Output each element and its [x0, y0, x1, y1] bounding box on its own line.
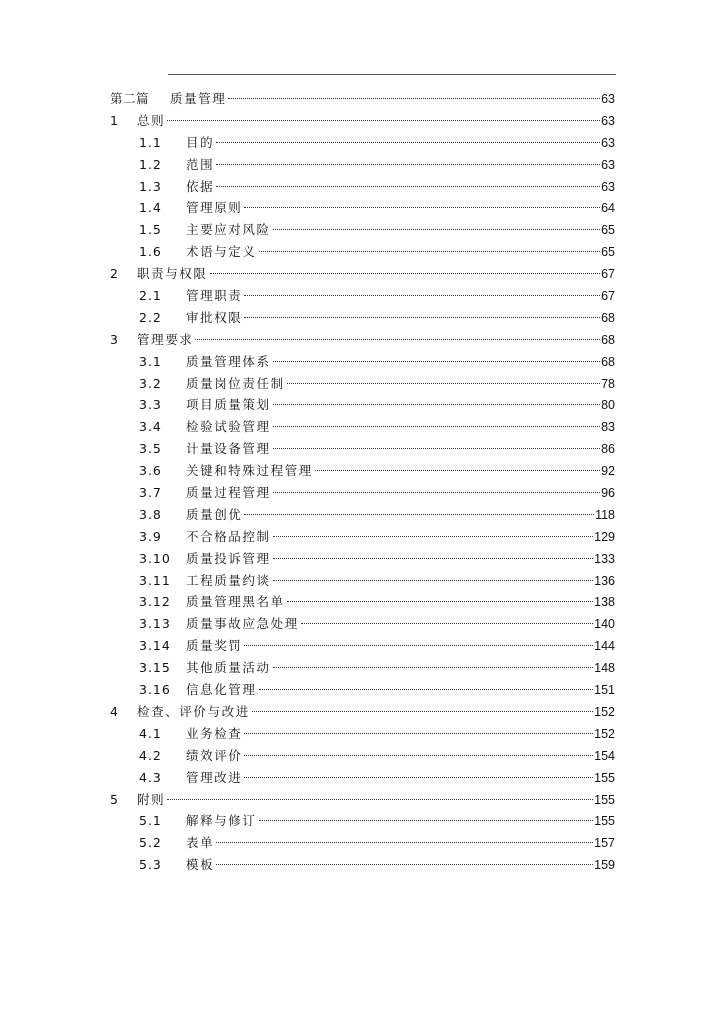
dot-leader [273, 426, 600, 427]
toc-entry-page-number: 155 [594, 770, 615, 785]
toc-entry-number: 5.1 [139, 813, 162, 829]
toc-entry-page-number: 63 [601, 92, 615, 106]
toc-entry-number: 4.2 [139, 747, 162, 763]
dot-leader [216, 864, 593, 865]
toc-entry-title: 质量管理 [170, 91, 227, 106]
toc-entry-title: 工程质量约谈 [186, 572, 271, 588]
toc-entry-number: 1.3 [139, 178, 162, 194]
dot-leader [273, 229, 600, 230]
header-rule [168, 74, 616, 75]
toc-entry-number: 1.5 [139, 222, 162, 238]
dot-leader [273, 448, 600, 449]
toc-entry-title: 总则 [137, 112, 166, 128]
toc-entry-number: 4.3 [139, 769, 162, 785]
toc-entry-number: 4 [110, 703, 119, 719]
dot-leader [273, 536, 594, 537]
dot-leader [259, 689, 594, 690]
toc-entry[interactable] [110, 219, 615, 241]
toc-entry[interactable] [110, 789, 615, 811]
toc-entry[interactable] [110, 613, 615, 635]
dot-leader [244, 514, 594, 515]
toc-entry-page-number: 152 [594, 704, 615, 719]
toc-entry-title: 职责与权限 [137, 266, 208, 282]
toc-entry-number: 3.8 [139, 506, 162, 522]
dot-leader [287, 601, 593, 602]
toc-entry-number: 1.2 [139, 156, 162, 172]
toc-entry-page-number: 63 [601, 157, 615, 172]
toc-entry-title: 信息化管理 [186, 682, 257, 698]
toc-entry[interactable] [110, 635, 615, 657]
toc-entry-number: 2.1 [139, 288, 162, 304]
toc-entry-title: 质量管理黑名单 [186, 594, 285, 610]
toc-entry[interactable] [110, 832, 615, 854]
toc-entry-page-number: 154 [594, 748, 615, 763]
toc-entry-page-number: 63 [601, 135, 615, 150]
toc-entry-page-number: 68 [601, 332, 615, 347]
toc-entry-page-number: 133 [594, 551, 615, 566]
toc-entry-number: 3.7 [139, 485, 162, 501]
toc-entry-page-number: 152 [594, 726, 615, 741]
dot-leader [216, 842, 593, 843]
toc-entry-title: 质量管理体系 [186, 353, 271, 369]
dot-leader [273, 361, 600, 362]
dot-leader [259, 251, 601, 252]
toc-entry-page-number: 67 [601, 289, 615, 304]
dot-leader [244, 295, 600, 296]
toc-entry-title: 管理要求 [137, 331, 194, 347]
toc-entry-title: 依据 [186, 178, 215, 194]
toc-entry[interactable] [110, 767, 615, 789]
toc-entry-title: 表单 [186, 835, 215, 851]
toc-entry[interactable] [110, 438, 615, 460]
toc-entry-title: 质量事故应急处理 [186, 616, 299, 632]
toc-entry-title: 计量设备管理 [186, 441, 271, 457]
toc-entry-page-number: 144 [594, 639, 615, 654]
toc-entry-page-number: 86 [601, 442, 615, 457]
toc-entry-page-number: 65 [601, 245, 615, 260]
toc-entry-title: 业务检查 [186, 725, 243, 741]
toc-entry[interactable] [110, 810, 615, 832]
toc-entry[interactable] [110, 548, 615, 570]
toc-entry[interactable] [110, 460, 615, 482]
toc-entry-page-number: 64 [601, 201, 615, 216]
dot-leader [167, 120, 600, 121]
toc-entry-number: 2.2 [139, 309, 162, 325]
toc-entry-page-number: 129 [594, 529, 615, 544]
dot-leader [244, 733, 593, 734]
toc-entry[interactable] [110, 657, 615, 679]
toc-entry-title: 管理原则 [186, 200, 243, 216]
toc-entry-title: 检查、评价与改进 [137, 703, 250, 719]
dot-leader [216, 186, 600, 187]
dot-leader [273, 558, 594, 559]
toc-entry-page-number: 65 [601, 223, 615, 238]
toc-entry-page-number: 155 [594, 792, 615, 807]
dot-leader [287, 383, 600, 384]
toc-entry-page-number: 83 [601, 420, 615, 435]
toc-entry[interactable] [110, 679, 615, 701]
toc-entry-title: 项目质量策划 [186, 397, 271, 413]
toc-entry-number: 1.4 [139, 200, 162, 216]
dot-leader [252, 711, 593, 712]
toc-entry[interactable] [110, 351, 615, 373]
toc-entry-title: 主要应对风险 [186, 222, 271, 238]
dot-leader [244, 207, 600, 208]
toc-entry-number: 3.16 [139, 682, 171, 698]
toc-entry-page-number: 155 [594, 814, 615, 829]
toc-entry-number: 3.13 [139, 616, 171, 632]
toc-entry-title: 不合格品控制 [186, 528, 271, 544]
toc-entry[interactable] [110, 854, 615, 876]
toc-entry-title: 目的 [186, 134, 215, 150]
toc-entry-page-number: 67 [601, 267, 615, 282]
toc-entry-number: 3 [110, 331, 119, 347]
toc-entry[interactable] [110, 701, 615, 723]
toc-entry-number: 3.4 [139, 419, 162, 435]
toc-entry[interactable] [110, 241, 615, 263]
toc-entry-page-number: 78 [601, 376, 615, 391]
dot-leader [244, 777, 593, 778]
toc-entry[interactable] [110, 329, 615, 351]
dot-leader [244, 755, 593, 756]
toc-entry[interactable] [110, 416, 615, 438]
toc-entry[interactable] [110, 723, 615, 745]
toc-entry[interactable] [110, 526, 615, 548]
toc-entry-page-number: 148 [594, 661, 615, 676]
toc-entry[interactable] [110, 591, 615, 613]
toc-entry-page-number: 63 [601, 179, 615, 194]
toc-entry[interactable] [110, 373, 615, 395]
toc-entry-number: 3.5 [139, 441, 162, 457]
toc-entry-number: 5 [110, 791, 119, 807]
toc-entry[interactable] [110, 176, 615, 198]
toc-entry-number: 5.2 [139, 835, 162, 851]
toc-entry-number: 3.15 [139, 660, 171, 676]
toc-entry-number: 3.11 [139, 572, 171, 588]
toc-entry-title: 模板 [186, 857, 215, 873]
toc-entry-title: 审批权限 [186, 309, 243, 325]
toc-entry[interactable] [110, 504, 615, 526]
toc-entry[interactable] [110, 263, 615, 285]
toc-entry[interactable] [110, 307, 615, 329]
dot-leader [301, 623, 593, 624]
toc-entry[interactable] [110, 482, 615, 504]
toc-entry-page-number: 92 [601, 464, 615, 479]
toc-entry-number: 3.6 [139, 463, 162, 479]
toc-entry-page-number: 96 [601, 486, 615, 501]
toc-entry-number: 3.12 [139, 594, 171, 610]
toc-entry-title: 附则 [137, 791, 166, 807]
toc-entry-title: 绩效评价 [186, 747, 243, 763]
toc-entry-page-number: 63 [601, 113, 615, 128]
table-of-contents [110, 88, 615, 876]
toc-entry-page-number: 80 [601, 398, 615, 413]
toc-entry-page-number: 151 [594, 683, 615, 698]
dot-leader [244, 317, 600, 318]
toc-entry-number: 第二篇 [110, 91, 150, 106]
toc-entry-number: 1.1 [139, 134, 162, 150]
toc-entry-title: 解释与修订 [186, 813, 257, 829]
dot-leader [228, 98, 600, 99]
dot-leader [273, 667, 594, 668]
dot-leader [216, 142, 600, 143]
toc-entry[interactable] [110, 154, 615, 176]
toc-entry[interactable] [110, 88, 615, 110]
toc-entry-title: 质量奖罚 [186, 638, 243, 654]
toc-entry-number: 3.1 [139, 353, 162, 369]
toc-entry-title: 术语与定义 [186, 244, 257, 260]
toc-entry-number: 1 [110, 112, 119, 128]
toc-entry-title: 管理改进 [186, 769, 243, 785]
toc-entry-page-number: 138 [594, 595, 615, 610]
dot-leader [273, 404, 600, 405]
dot-leader [273, 580, 594, 581]
toc-entry-title: 质量投诉管理 [186, 550, 271, 566]
toc-entry-page-number: 159 [594, 858, 615, 873]
toc-entry-number: 3.3 [139, 397, 162, 413]
toc-entry[interactable] [110, 285, 615, 307]
toc-entry-title: 质量创优 [186, 506, 243, 522]
toc-entry-number: 5.3 [139, 857, 162, 873]
toc-entry-number: 2 [110, 266, 119, 282]
toc-entry[interactable] [110, 110, 615, 132]
toc-entry-title: 管理职责 [186, 288, 243, 304]
toc-entry-number: 3.10 [139, 550, 171, 566]
dot-leader [216, 164, 600, 165]
toc-entry[interactable] [110, 132, 615, 154]
toc-entry-number: 3.2 [139, 375, 162, 391]
toc-entry-page-number: 157 [594, 836, 615, 851]
toc-entry-title: 检验试验管理 [186, 419, 271, 435]
toc-entry-page-number: 68 [601, 310, 615, 325]
dot-leader [195, 339, 600, 340]
toc-entry-number: 3.14 [139, 638, 171, 654]
toc-entry-page-number: 68 [601, 354, 615, 369]
toc-entry-title: 质量岗位责任制 [186, 375, 285, 391]
toc-entry[interactable] [110, 197, 615, 219]
dot-leader [273, 492, 600, 493]
toc-entry-number: 3.9 [139, 528, 162, 544]
toc-entry-page-number: 118 [595, 507, 615, 522]
toc-entry[interactable] [110, 394, 615, 416]
toc-entry-title: 质量过程管理 [186, 485, 271, 501]
dot-leader [167, 799, 593, 800]
toc-entry-page-number: 140 [594, 617, 615, 632]
toc-entry-title: 其他质量活动 [186, 660, 271, 676]
toc-entry-title: 范围 [186, 156, 215, 172]
toc-entry-number: 4.1 [139, 725, 162, 741]
dot-leader [210, 273, 601, 274]
toc-entry-number: 1.6 [139, 244, 162, 260]
dot-leader [244, 645, 593, 646]
dot-leader [315, 470, 600, 471]
toc-entry-page-number: 136 [594, 573, 615, 588]
toc-entry-title: 关键和特殊过程管理 [186, 463, 313, 479]
toc-entry[interactable] [110, 745, 615, 767]
toc-entry[interactable] [110, 570, 615, 592]
dot-leader [259, 820, 594, 821]
